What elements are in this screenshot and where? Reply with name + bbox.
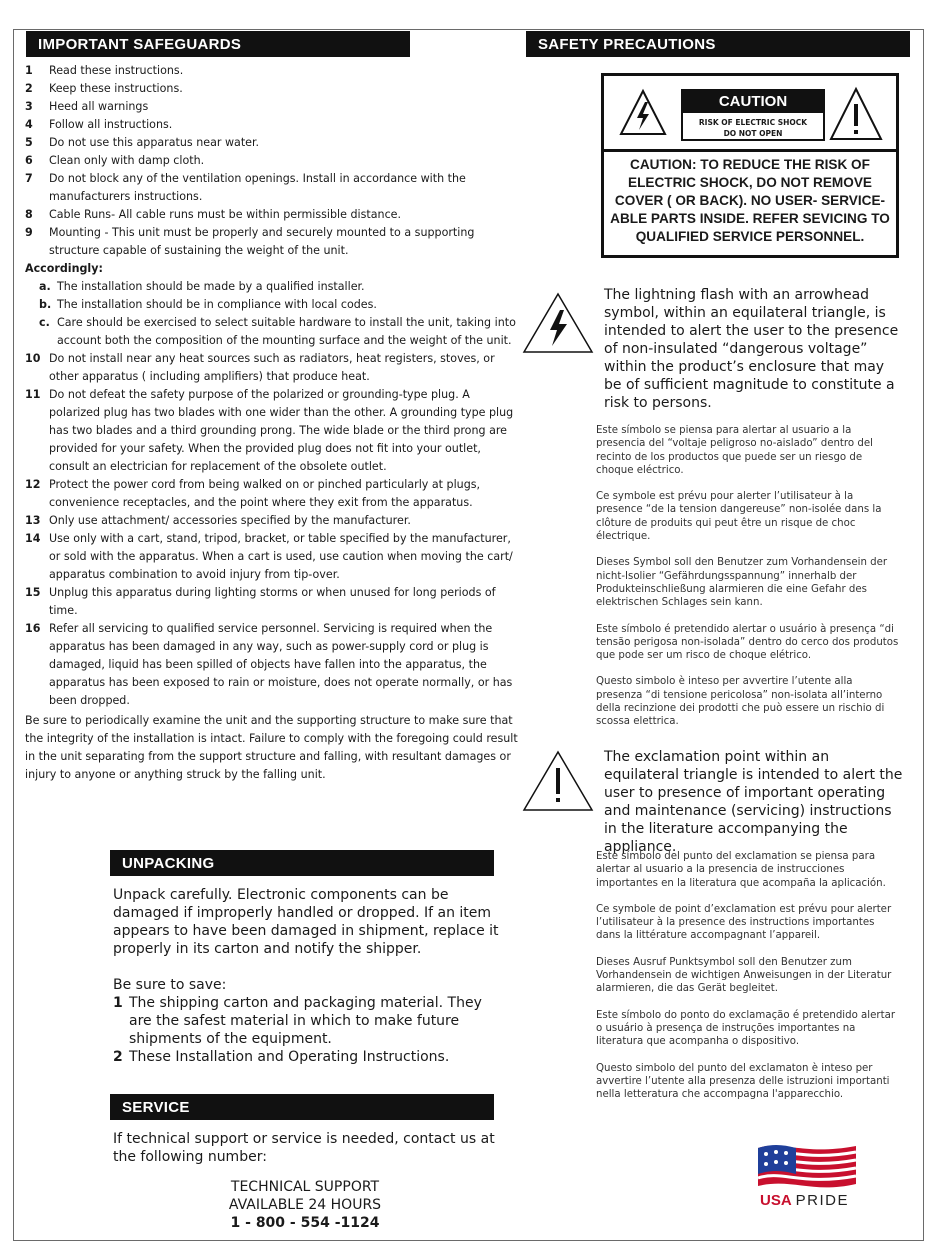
- safeguard-item: 15 Unplug this apparatus during lighting storms or when unused for long periods of time.: [25, 586, 496, 617]
- translation-paragraph: Este símbolo se piensa para alertar al usuario a la presencia del “voltaje peligroso no-aislado” dentro del recinto de los productos que puede ser un riesgo de choque eléctrico.: [596, 425, 873, 476]
- safeguard-item: 2 Keep these instructions.: [25, 82, 183, 95]
- service-header: SERVICE: [110, 1094, 494, 1120]
- safeguard-item: 7 Do not block any of the ventilation openings. Install in accordance with the manufacturers instructions.: [25, 172, 466, 203]
- exclamation-warning-icon: [828, 86, 884, 142]
- support-line: TECHNICAL SUPPORT: [230, 1179, 380, 1195]
- save-label: Be sure to save:: [113, 977, 227, 993]
- translation-paragraph: Dieses Symbol soll den Benutzer zum Vorhandensein der nicht-Isolier “Gefährdungsspannung” innerhalb der Produkteinschließung alarmieren die eine Gefahr des elektrischen Schlages sein kann.: [596, 557, 888, 609]
- safeguard-item: 4 Follow all instructions.: [25, 118, 173, 131]
- translation-paragraph: Questo simbolo è inteso per avvertire l’utente alla presenza “di tensione pericolosa” non-isolata all’interno della recinzione dei prodotti che può essere un rischio di scossa elettrica.: [596, 676, 885, 728]
- lightning-symbol-translations: [596, 424, 901, 742]
- translation-paragraph: Dieses Ausruf Punktsymbol soll den Benutzer zum Vorhandensein de wichtigen Anweisungen in der Literatur alarmieren, die das Gerät begleitet.: [596, 956, 892, 995]
- service-text: If technical support or service is needed, contact us at the following number:: [113, 1131, 495, 1165]
- safeguard-item: 1 Read these instructions.: [25, 64, 184, 77]
- support-line: AVAILABLE 24 HOURS: [228, 1197, 382, 1213]
- safeguard-item: 5 Do not use this apparatus near water.: [25, 136, 260, 149]
- caution-header-panel: [604, 76, 896, 152]
- lightning-triangle-icon: [522, 292, 594, 354]
- safeguard-item: 11 Do not defeat the safety purpose of the polarized or grounding-type plug. A polarized plug has two blades with one wider than the other. A grounding type plug has two blades and a third grounding prong. The wide blade or the third prong are provided for your safety. When the provided plug does not fit into your outlet, consult an electrician for replacement of the obsolete outlet.: [25, 388, 514, 473]
- exclamation-symbol-translations: [596, 850, 901, 1114]
- caution-text: CAUTION: TO REDUCE THE RISK OF ELECTRIC SHOCK, DO NOT REMOVE COVER ( OR BACK). NO USER- SERVICE-ABLE PARTS INSIDE. REFER SEVICING TO QUALIFIED SERVICE PERSONNEL.: [610, 157, 890, 244]
- save-item: 2 These Installation and Operating Instructions.: [113, 1049, 450, 1065]
- caution-subtitle: RISK OF ELECTRIC SHOCK DO NOT OPEN: [698, 118, 808, 138]
- lightning-symbol-description: The lightning flash with an arrowhead symbol, within an equilateral triangle, is intended to alert the user to the presence of non-insulated “dangerous voltage” within the product’s enclosure that may be of sufficient magnitude to constitute a risk to persons.: [604, 287, 899, 411]
- unpacking-intro: Unpack carefully. Electronic components can be damaged if improperly handled or dropped. If an item appears to have been damaged in shipment, replace it properly in its carton and notify the shipper.: [113, 887, 499, 957]
- safeguard-item: 8 Cable Runs- All cable runs must be within permissible distance.: [25, 208, 402, 221]
- exclamation-symbol-description: The exclamation point within an equilateral triangle is intended to alert the user to presence of important operating and maintenance (servicing) instructions in the literature accompanying the appliance.: [604, 749, 903, 855]
- technical-support-block: [190, 1178, 420, 1232]
- translation-paragraph: Questo simbolo del punto del exclamaton è inteso per avvertire l’utente alla presenza delle istruzioni importanti nella letteratura che accompagna l'apparecchio.: [596, 1062, 890, 1101]
- safeguard-sub-item: b. The installation should be in compliance with local codes.: [39, 298, 377, 311]
- accordingly-label: Accordingly:: [25, 262, 103, 275]
- caution-title: CAUTION: [683, 91, 823, 113]
- lightning-warning-icon: [618, 88, 668, 138]
- safeguard-item: 6 Clean only with damp cloth.: [25, 154, 205, 167]
- support-phone-number: 1 - 800 - 554 -1124: [230, 1215, 380, 1231]
- logo-usa: USA: [760, 1192, 792, 1209]
- logo-text: [760, 1192, 849, 1209]
- caution-box: [601, 73, 899, 258]
- safeguard-item: 14 Use only with a cart, stand, tripod, bracket, or table specified by the manufacturer, or sold with the apparatus. When a cart is used, use caution when moving the cart/ apparatus combination to avoid injury from tip-over.: [25, 532, 513, 581]
- translation-paragraph: Este símbolo del punto del exclamation se piensa para alertar al usuario a la presencia de instrucciones importantes en la literatura que acompaña la aplicación.: [596, 851, 886, 889]
- safeguard-item: 13 Only use attachment/ accessories specified by the manufacturer.: [25, 514, 411, 527]
- safeguard-item: 16 Refer all servicing to qualified service personnel. Servicing is required when the apparatus has been damaged in any way, such as power-supply cord or plug is damaged, liquid has been spilled of objects have fallen into the apparatus, the apparatus has been exposed to rain or moisture, does not operate normally, or has been dropped.: [25, 622, 513, 707]
- safeguards-list: [25, 62, 520, 784]
- safeguard-sub-item: c. Care should be exercised to select suitable hardware to install the unit, taking into account both the composition of the mounting surface and the weight of the unit.: [39, 316, 516, 347]
- safeguard-item: 12 Protect the power cord from being walked on or pinched particularly at plugs, convenience receptacles, and the point where they exit from the apparatus.: [25, 478, 481, 509]
- safety-precautions-header: SAFETY PRECAUTIONS: [526, 31, 910, 57]
- important-safeguards-header: IMPORTANT SAFEGUARDS: [26, 31, 410, 57]
- closing-paragraph: Be sure to periodically examine the unit and the supporting structure to make sure that the integrity of the installation is intact. Failure to comply with the foregoing could result in the unit separating from the support structure and falling, with resultant damages or injury to anyone or anything struck by the falling unit.: [25, 714, 518, 781]
- save-item: 1 The shipping carton and packaging material. They are the safest material in which to make future shipments of the equipment.: [113, 995, 482, 1047]
- translation-paragraph: Ce symbole de point d’exclamation est prévu pour alerter l’utilisateur à la presence des instructions importantes dans la littérature accompagnant l’appareil.: [596, 903, 892, 942]
- logo-pride: PRIDE: [795, 1192, 850, 1209]
- exclamation-triangle-icon: [522, 750, 594, 812]
- safeguard-item: 9 Mounting - This unit must be properly and securely mounted to a supporting structure capable of sustaining the weight of the unit.: [25, 226, 475, 257]
- unpacking-section: [113, 886, 503, 1066]
- translation-paragraph: Ce symbole est prévu pour alerter l’utilisateur à la presence “de la tension dangereuse” non-isolée dans la clôture de produits qui peut être un risque de choc électrique.: [596, 491, 882, 543]
- translation-paragraph: Este símbolo do ponto do exclamação é pretendido alertar o usuário à presença de instruções importantes na literatura que acompanha o dispositivo.: [596, 1009, 896, 1048]
- caution-label: [681, 89, 825, 141]
- safeguard-sub-item: a. The installation should be made by a qualified installer.: [39, 280, 365, 293]
- translation-paragraph: Este símbolo é pretendido alertar o usuário à presença “di tensão perigosa non-isolada” dentro do cerco dos produtos que pode ser um risco de choque elétrico.: [596, 623, 899, 662]
- unpacking-header: UNPACKING: [110, 850, 494, 876]
- safeguard-item: 3 Heed all warnings: [25, 100, 149, 113]
- safeguard-item: 10 Do not install near any heat sources such as radiators, heat registers, stoves, or other apparatus ( including amplifiers) that produce heat.: [25, 352, 495, 383]
